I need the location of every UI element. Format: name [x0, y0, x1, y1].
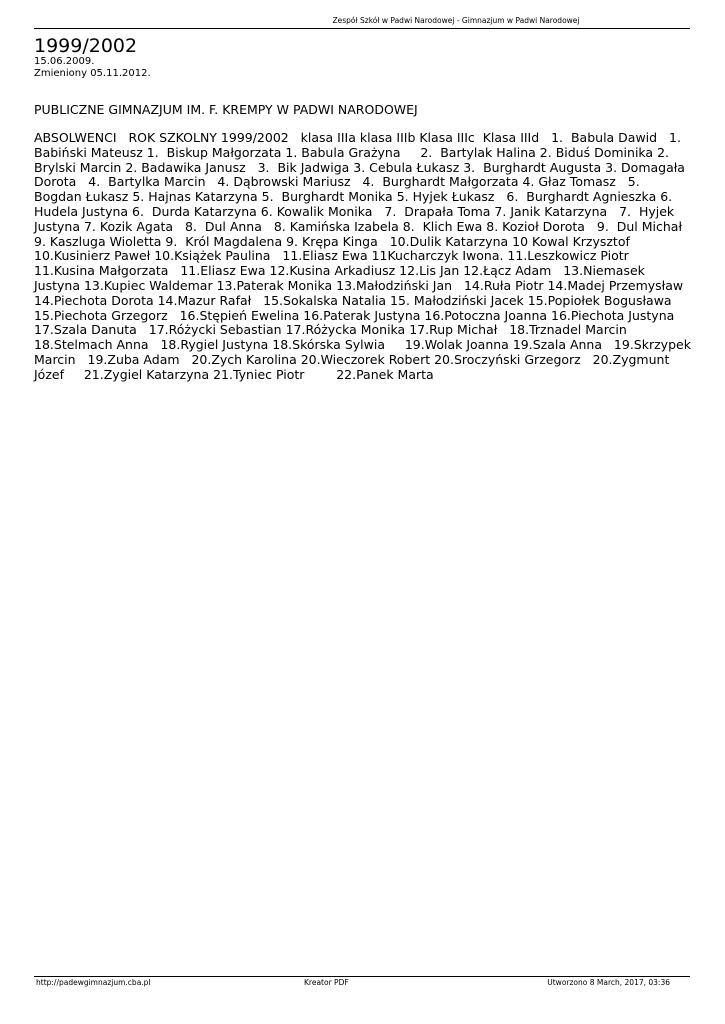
- footer-creator: Kreator PDF: [304, 978, 349, 987]
- document-date: 15.06.2009.: [34, 56, 95, 67]
- footer-url: http://padewgimnazjum.cba.pl: [36, 978, 151, 987]
- header-text: Zespół Szkół w Padwi Narodowej - Gimnazjum w Padwi Narodowej: [332, 16, 580, 25]
- footer-created-date: Utworzono 8 March, 2017, 03:36: [547, 978, 670, 987]
- page-footer: [34, 976, 690, 989]
- document-title: 1999/2002: [34, 35, 138, 57]
- document-modified-date: Zmieniony 05.11.2012.: [34, 68, 151, 79]
- school-name: PUBLICZNE GIMNAZJUM IM. F. KREMPY W PADWI NARODOWEJ: [34, 102, 418, 117]
- graduates-list: ABSOLWENCI ROK SZKOLNY 1999/2002 klasa IIIa klasa IIIb Klasa IIIc Klasa IIId 1. Babula Dawid 1. Babiński Mateusz 1. Biskup Małgorzata 1. Babula Grażyna 2. Bartylak Halina 2. Biduś Dominika 2. Brylski Marcin 2. Badawika Janusz 3. Bik Jadwiga 3. Cebula Łukasz 3. Burghardt Augusta 3. Domagała Dorota 4. Bartylka Marcin 4. Dąbrowski Mariusz 4. Burghardt Małgorzata 4. Głaz Tomasz 5. Bogdan Łukasz 5. Hajnas Katarzyna 5. Burghardt Monika 5. Hyjek Łukasz 6. Burghardt Agnieszka 6. Hudela Justyna 6. Durda Katarzyna 6. Kowalik Monika 7. Drapała Toma 7. Janik Katarzyna 7. Hyjek Justyna 7. Kozik Agata 8. Dul Anna 8. Kamińska Izabela 8. Klich Ewa 8. Kozioł Dorota 9. Dul Michał 9. Kaszluga Wioletta 9. Król Magdalena 9. Krępa Kinga 10.Dulik Katarzyna 10 Kowal Krzysztof 10.Kusinierz Paweł 10.Książek Paulina 11.Eliasz Ewa 11Kucharczyk Iwona. 11.Leszkowicz Piotr 11.Kusina Małgorzata 11.Eliasz Ewa 12.Kusina Arkadiusz 12.Lis Jan 12.Łącz Adam 13.Niemasek Justyna 13.Kupiec Waldemar 13.Paterak Monika 13.Małodziński Jan 14.Ruła Piotr 14.Madej Przemysław 14.Piechota Dorota 14.Mazur Rafał 15.Sokalska Natalia 15. Małodziński Jacek 15.Popiołek Bogusława 15.Piechota Grzegorz 16.Stępień Ewelina 16.Paterak Justyna 16.Potoczna Joanna 16.Piechota Justyna 17.Szala Danuta 17.Różycki Sebastian 17.Różycka Monika 17.Rup Michał 18.Trznadel Marcin 18.Stelmach Anna 18.Rygiel Justyna 18.Skórska Sylwia 19.Wolak Joanna 19.Szala Anna 19.Skrzypek Marcin 19.Zuba Adam 20.Zych Karolina 20.Wieczorek Robert 20.Sroczyński Grzegorz 20.Zygmunt Józef 21.Zygiel Katarzyna 21.Tyniec Piotr 22.Panek Marta: [34, 130, 700, 382]
- page-header: [34, 15, 690, 29]
